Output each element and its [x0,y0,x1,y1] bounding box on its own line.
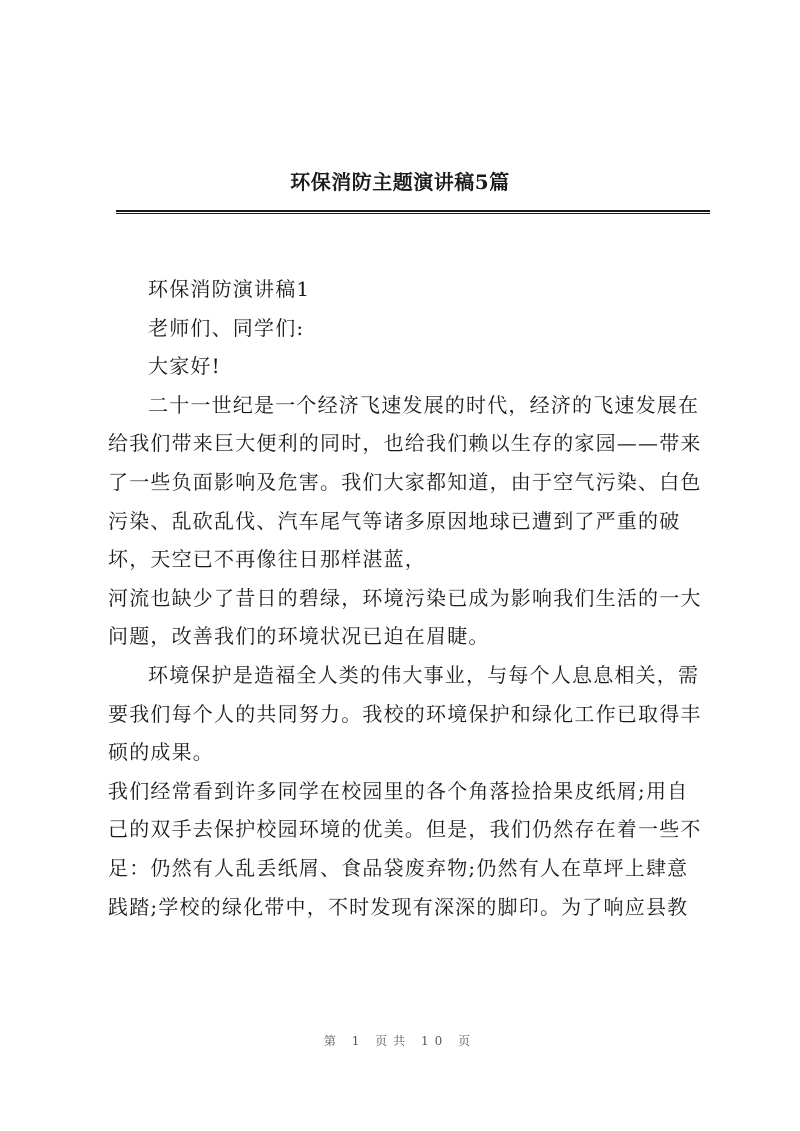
paragraph: 河流也缺少了昔日的碧绿，环境污染已成为影响我们生活的一大问题，改善我们的环境状况已迫在眉睫。 [108,585,702,649]
section-heading: 环保消防演讲稿1 [148,277,311,301]
title-divider [116,210,710,214]
document-body [108,270,708,926]
salutation: 老师们、同学们: [148,315,305,340]
paragraph: 我们经常看到许多同学在校园里的各个角落捡拾果皮纸屑;用自己的双手去保护校园环境的优美。但是，我们仍然存在着一些不足：仍然有人乱丢纸屑、食品袋废弃物;仍然有人在草坪上肆意践踏;学校的绿化带中，不时发现有深深的脚印。为了响应县教 [108,778,702,919]
page-number: 第 1 页共 10 页 [323,1034,477,1048]
paragraph: 二十一世纪是一个经济飞速发展的时代，经济的飞速发展在给我们带来巨大便利的同时，也给我们赖以生存的家园——带来了一些负面影响及危害。我们大家都知道，由于空气污染、白色污染、乱砍乱伐、汽车尾气等诸多原因地球已遭到了严重的破坏，天空已不再像往日那样湛蓝， [108,392,702,572]
paragraph: 环境保护是造福全人类的伟大事业，与每个人息息相关，需要我们每个人的共同努力。我校的环境保护和绿化工作已取得丰硕的成果。 [108,662,702,765]
greeting: 大家好! [148,354,221,379]
document-title: 环保消防主题演讲稿5篇 [290,170,510,194]
